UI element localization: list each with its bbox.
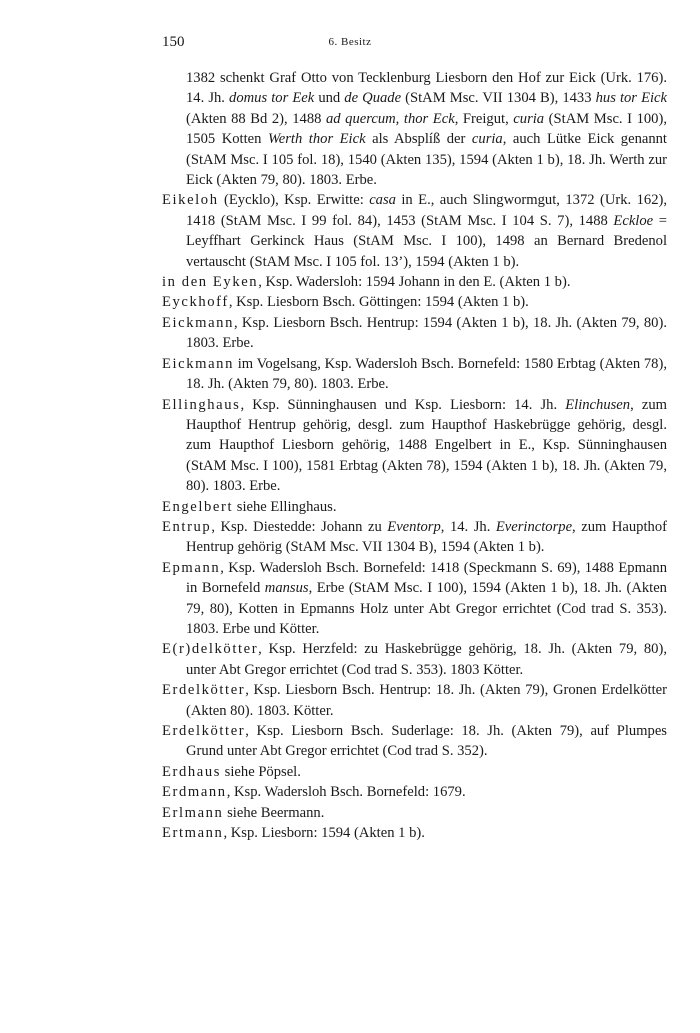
entry-text: , zum Haupthof Hentrup gehörig, desgl. zum Haupthof Haskebrügge gehörig, desgl. zum Haupthof Liesborn gehörig, 1488 Engelbert in E., Ksp. Sünninghausen (StAM Msc. I 100), 1581 Erbtag (Akten 78), 1594 (Akten 1 b), 18. Jh. (Akten 79, 80). 1803. Erbe. <box>186 396 667 495</box>
entry-text: siehe Ellinghaus. <box>233 498 337 515</box>
entry <box>162 639 667 680</box>
entry-headword: in den Eyken <box>162 274 259 291</box>
entry-italic-text: curia <box>513 110 545 127</box>
entry <box>162 395 667 497</box>
entry-italic-text: ad quercum, thor Eck <box>326 110 455 127</box>
entry-text: , Freigut, <box>454 110 514 127</box>
entry <box>162 190 667 272</box>
entry <box>162 313 667 354</box>
entry-text: , Ksp. Wadersloh Bsch. Bornefeld: 1679. <box>226 784 466 801</box>
page-header <box>0 34 700 56</box>
entry-headword: Erdmann <box>162 784 227 801</box>
entry <box>162 272 667 292</box>
running-head: 6. Besitz <box>328 36 372 48</box>
entry-text: , Ksp. Diestedde: Johann zu <box>211 518 388 535</box>
entry-text: (Akten 88 Bd 2), 1488 <box>186 110 326 127</box>
entry-italic-text: Eventorp <box>387 518 441 535</box>
entry-text: , Ksp. Sünninghausen und Ksp. Liesborn: 14. Jh. <box>240 396 566 413</box>
entry <box>162 497 667 517</box>
entry-text: (StAM Msc. VII 1304 B), 1433 <box>401 90 596 107</box>
entry-italic-text: Eckloe <box>613 212 654 229</box>
entry-text: , zum Haupthof Hentrup gehörig (StAM Msc. VII 1304 B), 1594 (Akten 1 b). <box>186 518 667 556</box>
entry-headword: Ellinghaus <box>162 396 241 413</box>
page-number: 150 <box>162 34 185 50</box>
entry-headword: Eikeloh <box>162 192 219 209</box>
entry <box>162 721 667 762</box>
entry-text: in E., auch Slingwormgut, 1372 (Urk. 162), 1418 (StAM Msc. I 99 fol. 84), 1453 (StAM Msc. I 104 S. 7), 1488 <box>186 192 667 229</box>
entry-headword: Erlmann <box>162 804 224 821</box>
entry <box>162 782 667 802</box>
entry-text: (Eycklo), Ksp. Erwitte: <box>218 192 370 209</box>
entry-italic-text: casa <box>369 192 396 209</box>
entry-text: , auch Lütke Eick genannt (StAM Msc. I 105 fol. 18), 1540 (Akten 135), 1594 (Akten 1 b), 18. Jh. Werth zur Eick (Akten 79, 80). 1803. Erbe. <box>186 131 667 189</box>
entry-italic-text: Elinchusen <box>565 396 631 413</box>
entry-italic-text: mansus <box>264 580 309 597</box>
entry-headword: Eickmann <box>162 314 234 331</box>
entry-text: als Absplíß der <box>365 131 472 148</box>
entry <box>162 680 667 721</box>
entry-text: , Ksp. Wadersloh: 1594 Johann in den E. (Akten 1 b). <box>258 274 571 291</box>
entry-headword: Epmann <box>162 559 221 576</box>
entry-text: 1382 schenkt Graf Otto von Tecklenburg Liesborn den Hof zur Eick (Urk. 176). 14. Jh. <box>186 70 667 107</box>
entry <box>162 823 667 843</box>
entry <box>162 762 667 782</box>
entry-text: , Ksp. Wadersloh Bsch. Bornefeld: 1418 (Speckmann S. 69), 1488 Epmann in Bornefeld <box>186 559 667 597</box>
entry-headword: Engelbert <box>162 498 234 515</box>
entry <box>162 354 667 395</box>
entry-italic-text: hus tor Eick <box>595 90 667 107</box>
entry-headword: E(r)delkötter <box>162 641 259 658</box>
entry-headword: Eickmann <box>162 355 234 372</box>
entry-italic-text: de Quade <box>344 90 402 107</box>
entry-headword: Erdelkötter <box>162 682 246 699</box>
entry <box>162 292 667 312</box>
entry-headword: Entrup <box>162 518 212 535</box>
entry-headword: Erdhaus <box>162 763 222 780</box>
entry-list <box>162 68 667 843</box>
entry-italic-text: Werth thor Eick <box>267 131 366 148</box>
entry-text: = Leyffhart Gerkinck Haus (StAM Msc. I 100), 1498 an Bernard Bredenol vertauscht (StAM Msc. I 105 fol. 13’), 1594 (Akten 1 b). <box>186 212 667 270</box>
entry-italic-text: curia <box>471 131 503 148</box>
entry-text: siehe Pöpsel. <box>221 763 301 780</box>
entry-text: , Ksp. Liesborn Bsch. Hentrup: 1594 (Akten 1 b), 18. Jh. (Akten 79, 80). 1803. Erbe. <box>186 314 667 352</box>
entry-text: , Ksp. Liesborn: 1594 (Akten 1 b). <box>223 825 425 842</box>
entry-text: und <box>314 90 345 107</box>
entry-text: (StAM Msc. I 100), 1505 Kotten <box>186 110 667 148</box>
entry-text: , Erbe (StAM Msc. I 100), 1594 (Akten 1 b), 18. Jh. (Akten 79, 80), Kotten in Epmanns Holz unter Abt Gregor errichtet (Cod trad S. 353). 1803. Erbe und Kötter. <box>186 580 667 637</box>
entry-headword: Eyckhoff <box>162 294 229 311</box>
entry-italic-text: Everinctorpe <box>495 518 573 535</box>
entry-headword: Ertmann <box>162 825 224 842</box>
entry-text: , Ksp. Liesborn Bsch. Göttingen: 1594 (Akten 1 b). <box>228 294 529 311</box>
entry-headword: Erdelkötter <box>162 723 246 739</box>
entry-text: , 14. Jh. <box>440 518 496 535</box>
entry <box>162 517 667 558</box>
entry-text: siehe Beermann. <box>223 804 325 821</box>
entry-text: , Ksp. Herzfeld: zu Haskebrügge gehörig, 18. Jh. (Akten 79, 80), unter Abt Gregor errichtet (Cod trad S. 353). 1803 Kötter. <box>186 641 667 678</box>
entry-text: im Vogelsang, Ksp. Wadersloh Bsch. Bornefeld: 1580 Erbtag (Akten 78), 18. Jh. (Akten 79, 80). 1803. Erbe. <box>186 355 667 393</box>
entry-text: , Ksp. Liesborn Bsch. Hentrup: 18. Jh. (Akten 79), Gronen Erdelkötter (Akten 80). 1803. Kötter. <box>186 682 667 719</box>
entry <box>162 558 667 640</box>
entry-italic-text: domus tor Eek <box>229 90 315 107</box>
entry <box>162 68 667 190</box>
entry-text: , Ksp. Liesborn Bsch. Suderlage: 18. Jh. (Akten 79), auf Plumpes Grund unter Abt Gregor errichtet (Cod trad S. 352). <box>186 723 667 760</box>
entry <box>162 803 667 823</box>
